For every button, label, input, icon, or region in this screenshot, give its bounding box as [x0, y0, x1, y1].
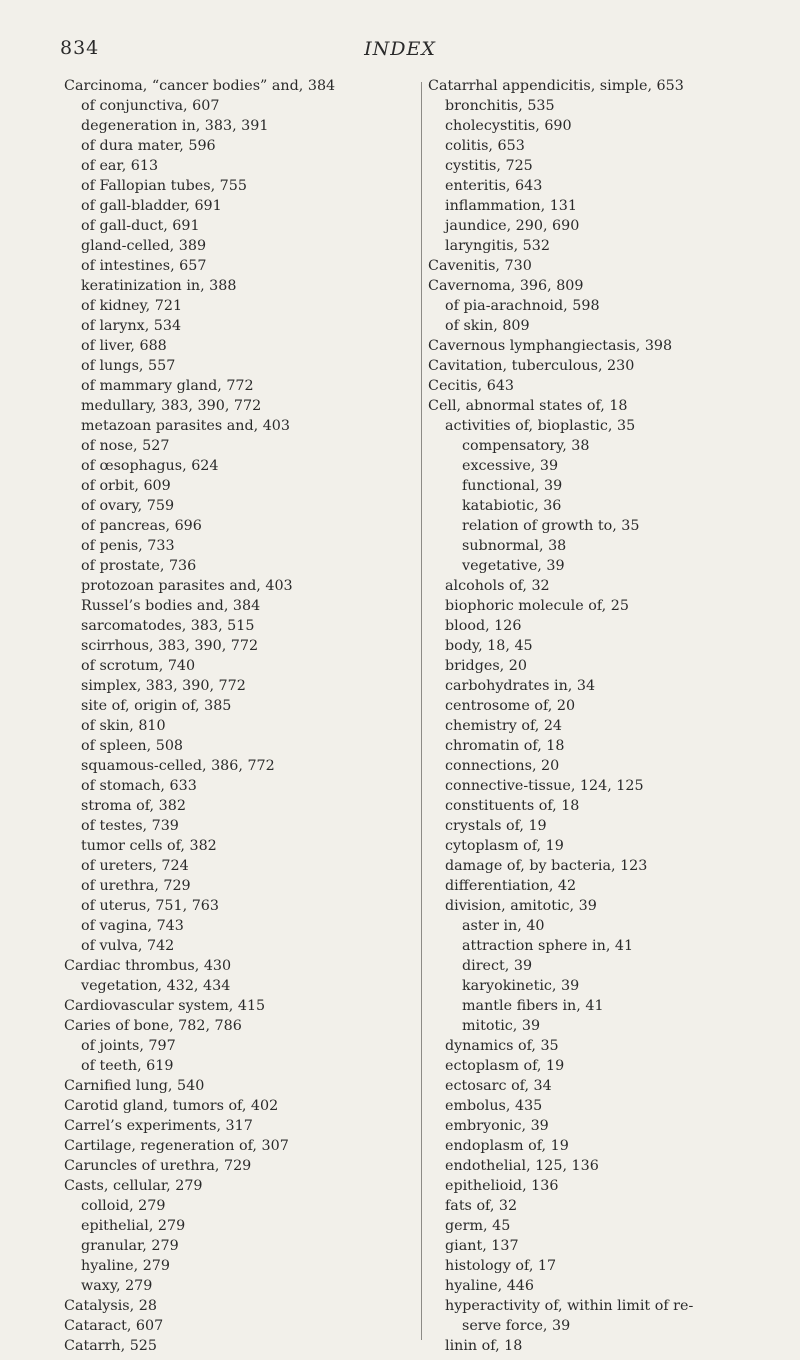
index-subentry: simplex, 383, 390, 772: [81, 678, 246, 694]
index-subentry: site of, origin of, 385: [81, 698, 232, 714]
index-subentry: damage of, by bacteria, 123: [445, 858, 648, 874]
index-subentry: medullary, 383, 390, 772: [81, 398, 262, 414]
index-heading: Cataract, 607: [64, 1318, 164, 1334]
index-subentry: embolus, 435: [445, 1098, 543, 1114]
index-subentry: germ, 45: [445, 1218, 511, 1234]
index-subentry: of skin, 810: [81, 718, 166, 734]
index-subentry: inflammation, 131: [445, 198, 577, 214]
index-subentry: activities of, bioplastic, 35: [445, 418, 636, 434]
index-subentry: vegetation, 432, 434: [81, 978, 231, 994]
index-subentry: attraction sphere in, 41: [462, 938, 634, 954]
index-subentry: protozoan parasites and, 403: [81, 578, 293, 594]
column-divider: [421, 82, 422, 1340]
index-subentry: of lungs, 557: [81, 358, 176, 374]
index-subentry: histology of, 17: [445, 1258, 557, 1274]
index-subentry: of gall-bladder, 691: [81, 198, 222, 214]
index-subentry: cystitis, 725: [445, 158, 533, 174]
index-subentry: of ear, 613: [81, 158, 159, 174]
index-subentry: metazoan parasites and, 403: [81, 418, 290, 434]
index-heading: Catarrhal appendicitis, simple, 653: [428, 78, 684, 94]
index-subentry: connective-tissue, 124, 125: [445, 778, 644, 794]
index-subentry: keratinization in, 388: [81, 278, 237, 294]
index-subentry: chemistry of, 24: [445, 718, 563, 734]
index-subentry: mitotic, 39: [462, 1018, 541, 1034]
index-subentry: epithelioid, 136: [445, 1178, 559, 1194]
index-subentry: body, 18, 45: [445, 638, 533, 654]
index-subentry: cytoplasm of, 19: [445, 838, 564, 854]
index-subentry: compensatory, 38: [462, 438, 590, 454]
index-subentry: vegetative, 39: [462, 558, 565, 574]
index-subentry: of kidney, 721: [81, 298, 183, 314]
index-subentry: relation of growth to, 35: [462, 518, 640, 534]
index-heading: Cardiac thrombus, 430: [64, 958, 232, 974]
index-heading: Cartilage, regeneration of, 307: [64, 1138, 289, 1154]
index-subentry: laryngitis, 532: [445, 238, 550, 254]
index-subentry: stroma of, 382: [81, 798, 186, 814]
index-subentry: hyaline, 446: [445, 1278, 534, 1294]
index-subentry: of Fallopian tubes, 755: [81, 178, 247, 194]
index-subentry: of pancreas, 696: [81, 518, 202, 534]
index-heading: Carrel’s experiments, 317: [64, 1118, 253, 1134]
index-subentry: blood, 126: [445, 618, 522, 634]
index-subentry: connections, 20: [445, 758, 560, 774]
index-subentry: epithelial, 279: [81, 1218, 186, 1234]
index-subentry: of orbit, 609: [81, 478, 171, 494]
index-subentry: dynamics of, 35: [445, 1038, 559, 1054]
index-subentry: of prostate, 736: [81, 558, 197, 574]
index-subentry: of pia-arachnoid, 598: [445, 298, 600, 314]
index-heading: Carotid gland, tumors of, 402: [64, 1098, 279, 1114]
index-subentry: gland-celled, 389: [81, 238, 207, 254]
index-subentry: of spleen, 508: [81, 738, 184, 754]
index-heading: Carnified lung, 540: [64, 1078, 205, 1094]
index-subentry: of stomach, 633: [81, 778, 197, 794]
index-subentry: aster in, 40: [462, 918, 545, 934]
index-heading: Caruncles of urethra, 729: [64, 1158, 252, 1174]
index-subentry: of larynx, 534: [81, 318, 182, 334]
index-subentry: of liver, 688: [81, 338, 167, 354]
index-subentry: constituents of, 18: [445, 798, 580, 814]
index-heading: Catarrh, 525: [64, 1338, 157, 1354]
index-subentry: of testes, 739: [81, 818, 179, 834]
index-subentry: crystals of, 19: [445, 818, 547, 834]
index-heading: Cavernous lymphangiectasis, 398: [428, 338, 673, 354]
index-subentry: tumor cells of, 382: [81, 838, 217, 854]
index-subentry: alcohols of, 32: [445, 578, 550, 594]
index-subentry: division, amitotic, 39: [445, 898, 597, 914]
index-subentry: waxy, 279: [81, 1278, 153, 1294]
page-number: 834: [60, 37, 100, 59]
index-subentry: cholecystitis, 690: [445, 118, 572, 134]
index-subentry: endoplasm of, 19: [445, 1138, 569, 1154]
index-subentry: excessive, 39: [462, 458, 559, 474]
index-subentry: of dura mater, 596: [81, 138, 216, 154]
index-column-right: [428, 76, 773, 1356]
index-subentry: giant, 137: [445, 1238, 519, 1254]
index-subentry: colitis, 653: [445, 138, 525, 154]
index-subentry: carbohydrates in, 34: [445, 678, 596, 694]
index-subentry: of skin, 809: [445, 318, 530, 334]
index-subentry: jaundice, 290, 690: [445, 218, 580, 234]
index-subentry: katabiotic, 36: [462, 498, 562, 514]
index-subentry: Russel’s bodies and, 384: [81, 598, 261, 614]
index-heading: Cardiovascular system, 415: [64, 998, 266, 1014]
index-heading: Cecitis, 643: [428, 378, 515, 394]
index-subentry: functional, 39: [462, 478, 563, 494]
index-subentry: of nose, 527: [81, 438, 170, 454]
running-head: INDEX: [364, 38, 436, 60]
index-subentry: of urethra, 729: [81, 878, 191, 894]
index-subentry: of ovary, 759: [81, 498, 175, 514]
index-subentry: of conjunctiva, 607: [81, 98, 220, 114]
index-subentry: scirrhous, 383, 390, 772: [81, 638, 259, 654]
index-subentry: of joints, 797: [81, 1038, 176, 1054]
index-subentry: of vulva, 742: [81, 938, 175, 954]
index-subentry: subnormal, 38: [462, 538, 567, 554]
index-subentry: fats of, 32: [445, 1198, 518, 1214]
index-heading: Cavenitis, 730: [428, 258, 532, 274]
index-subentry: bridges, 20: [445, 658, 527, 674]
index-heading: Cavitation, tuberculous, 230: [428, 358, 635, 374]
index-subentry: of œsophagus, 624: [81, 458, 219, 474]
index-subentry: serve force, 39: [462, 1318, 571, 1334]
index-subentry: biophoric molecule of, 25: [445, 598, 629, 614]
index-subentry: of mammary gland, 772: [81, 378, 254, 394]
index-subentry: chromatin of, 18: [445, 738, 565, 754]
index-heading: Caries of bone, 782, 786: [64, 1018, 242, 1034]
index-heading: Cavernoma, 396, 809: [428, 278, 584, 294]
index-subentry: of intestines, 657: [81, 258, 207, 274]
index-subentry: of ureters, 724: [81, 858, 189, 874]
index-subentry: endothelial, 125, 136: [445, 1158, 599, 1174]
index-subentry: degeneration in, 383, 391: [81, 118, 269, 134]
index-heading: Catalysis, 28: [64, 1298, 157, 1314]
index-subentry: colloid, 279: [81, 1198, 166, 1214]
index-subentry: linin of, 18: [445, 1338, 523, 1354]
index-subentry: squamous-celled, 386, 772: [81, 758, 275, 774]
index-heading: Carcinoma, “cancer bodies” and, 384: [64, 78, 336, 94]
index-subentry: of uterus, 751, 763: [81, 898, 219, 914]
index-subentry: ectosarc of, 34: [445, 1078, 552, 1094]
index-subentry: ectoplasm of, 19: [445, 1058, 565, 1074]
index-subentry: of teeth, 619: [81, 1058, 174, 1074]
index-subentry: granular, 279: [81, 1238, 179, 1254]
index-column-left: [64, 76, 404, 1356]
index-subentry: of scrotum, 740: [81, 658, 196, 674]
index-subentry: of penis, 733: [81, 538, 175, 554]
index-subentry: enteritis, 643: [445, 178, 543, 194]
index-subentry: of vagina, 743: [81, 918, 184, 934]
index-subentry: hyaline, 279: [81, 1258, 170, 1274]
index-subentry: mantle fibers in, 41: [462, 998, 604, 1014]
index-subentry: of gall-duct, 691: [81, 218, 200, 234]
index-subentry: karyokinetic, 39: [462, 978, 580, 994]
index-heading: Casts, cellular, 279: [64, 1178, 203, 1194]
index-subentry: embryonic, 39: [445, 1118, 549, 1134]
index-subentry: differentiation, 42: [445, 878, 577, 894]
index-heading: Cell, abnormal states of, 18: [428, 398, 628, 414]
index-subentry: sarcomatodes, 383, 515: [81, 618, 255, 634]
index-subentry: centrosome of, 20: [445, 698, 576, 714]
index-subentry: bronchitis, 535: [445, 98, 555, 114]
index-subentry: hyperactivity of, within limit of re-: [445, 1298, 694, 1314]
index-subentry: direct, 39: [462, 958, 533, 974]
